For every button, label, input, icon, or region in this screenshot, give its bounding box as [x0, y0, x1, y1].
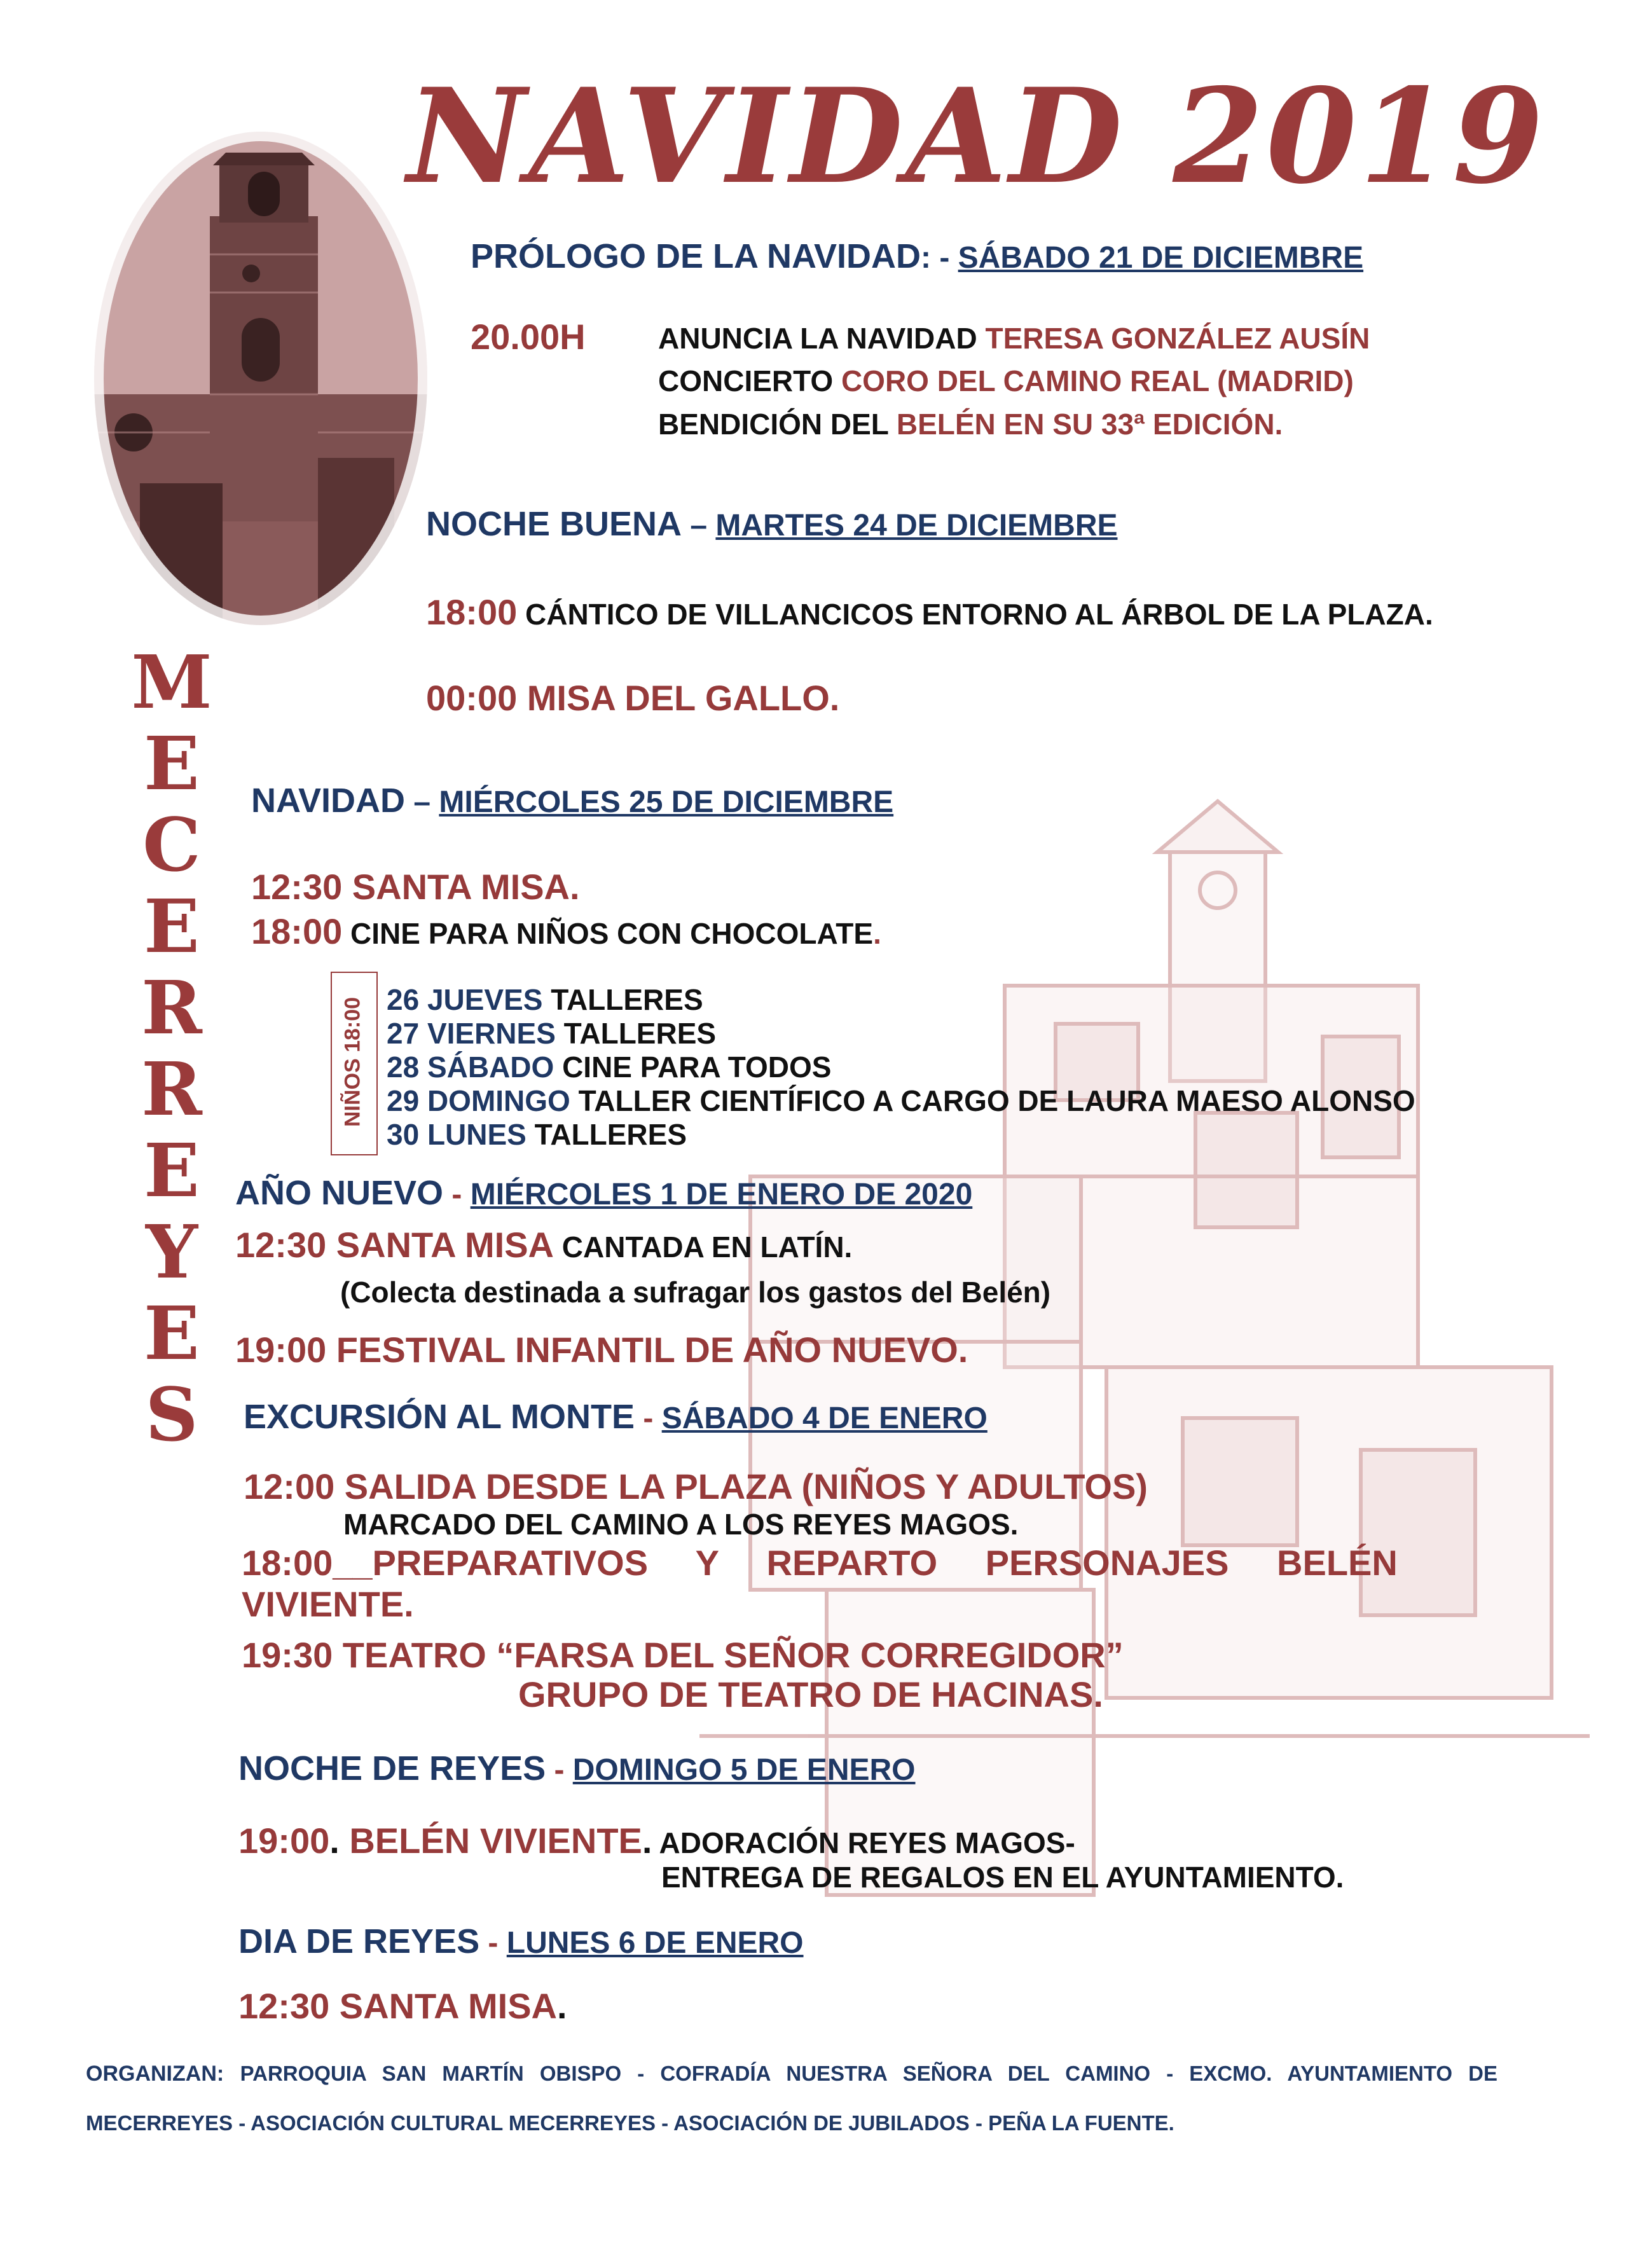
anonuevo-misa [235, 1224, 852, 1265]
ninos-day [387, 1016, 716, 1051]
diareyes-heading-line [238, 1922, 804, 1961]
diareyes-misa-dot: . [557, 1986, 567, 2026]
vertical-letter: E [144, 1128, 200, 1214]
prologo-date: SÁBADO 21 DE DICIEMBRE [958, 241, 1364, 275]
organizers [86, 2049, 1497, 2148]
excursion-heading-line [244, 1397, 988, 1437]
vertical-letter: E [144, 884, 200, 970]
anonuevo-misa-text: CANTADA EN LATÍN. [554, 1230, 853, 1264]
nochereyes-event [238, 1820, 1075, 1861]
ninos-day-date: 28 SÁBADO [387, 1051, 554, 1084]
church-photo [89, 127, 432, 630]
excursion-preparativos-cont: VIVIENTE. [242, 1584, 414, 1624]
diareyes-separator: - [479, 1926, 507, 1960]
navidad-event [251, 911, 881, 952]
diareyes-date: LUNES 6 DE ENERO [506, 1926, 804, 1960]
prologo-line [658, 364, 1354, 398]
navidad-misa: 12:30 SANTA MISA. [251, 867, 580, 907]
ninos-day-date: 30 LUNES [387, 1118, 527, 1151]
prologo-line-text: CONCIERTO [658, 364, 841, 397]
ninos-day [387, 982, 703, 1017]
nochereyes-date: DOMINGO 5 DE ENERO [572, 1753, 916, 1787]
excursion-teatro: 19:30 TEATRO “FARSA DEL SEÑOR CORREGIDOR” [242, 1635, 1124, 1675]
vertical-village-name [124, 642, 219, 1456]
ninos-day-date: 29 DOMINGO [387, 1084, 570, 1117]
excursion-preparativos-line [242, 1542, 1434, 1583]
excursion-preparativos: 18:00__PREPARATIVOS Y REPARTO PERSONAJES BELÉN [242, 1543, 1398, 1583]
prologo-line [658, 407, 1283, 441]
excursion-heading: EXCURSIÓN AL MONTE [244, 1398, 635, 1436]
vertical-letter: R [141, 1047, 202, 1133]
organizers-label: ORGANIZAN: [86, 2062, 240, 2086]
prologo-heading-line [471, 237, 1363, 276]
anonuevo-note: (Colecta destinada a sufragar los gastos del Belén) [340, 1276, 1051, 1309]
prologo-time: 20.00H [471, 317, 586, 357]
nochereyes-time: 19:00 [238, 1821, 330, 1861]
prologo-line-text: BENDICIÓN DEL [658, 408, 897, 441]
nochereyes-regalos: ENTREGA DE REGALOS EN EL AYUNTAMIENTO. [661, 1861, 1344, 1894]
prologo-separator: : - [921, 241, 958, 275]
ninos-day-activity: TALLERES [526, 1118, 687, 1151]
navidad-heading-line [251, 781, 893, 820]
ninos-day [387, 1084, 1415, 1118]
nochereyes-separator: - [546, 1753, 573, 1787]
prologo-heading: PRÓLOGO DE LA NAVIDAD [471, 237, 921, 275]
vertical-letter: S [145, 1372, 198, 1458]
ninos-day-activity: TALLERES [542, 983, 703, 1016]
nochebuena-heading: NOCHE BUENA [426, 505, 682, 543]
navidad-event-text: CINE PARA NIÑOS CON CHOCOLATE [342, 917, 874, 950]
anonuevo-heading-line [235, 1173, 972, 1213]
nochereyes-dot2: . [642, 1821, 652, 1861]
excursion-salida: 12:00 SALIDA DESDE LA PLAZA (NIÑOS Y ADULTOS) [244, 1466, 1148, 1506]
ninos-day-activity: TALLER CIENTÍFICO A CARGO DE LAURA MAESO ALONSO [570, 1084, 1415, 1117]
navidad-date: MIÉRCOLES 25 DE DICIEMBRE [439, 785, 894, 819]
vertical-letter: C [142, 803, 201, 888]
vertical-letter: E [144, 1291, 200, 1377]
navidad-heading: NAVIDAD [251, 782, 405, 820]
vertical-letter: M [131, 640, 212, 726]
excursion-teatro-grupo: GRUPO DE TEATRO DE HACINAS. [518, 1674, 1103, 1714]
nochebuena-separator: – [682, 509, 716, 542]
ninos-day-date: 26 JUEVES [387, 983, 543, 1016]
excursion-date: SÁBADO 4 DE ENERO [661, 1402, 988, 1435]
navidad-event-end: . [873, 917, 881, 950]
nochebuena-heading-line [426, 504, 1118, 544]
prologo-line-highlight: CORO DEL CAMINO REAL (MADRID) [841, 364, 1354, 397]
ninos-day [387, 1050, 832, 1084]
organizers-text: PARROQUIA SAN MARTÍN OBISPO - COFRADÍA NUESTRA SEÑORA DEL CAMINO - EXCMO. AYUNTAMIENTO DE MECERREYES - ASOCIACIÓN CULTURAL MECERREYES - ASOCIACIÓN DE JUBILADOS - PEÑA LA FUENTE. [86, 2062, 1497, 2135]
navidad-time: 18:00 [251, 911, 343, 951]
diareyes-misa [238, 1985, 567, 2027]
ninos-day-date: 27 VIERNES [387, 1017, 556, 1050]
ninos-day-activity: TALLERES [555, 1017, 717, 1050]
nochebuena-event-text: CÁNTICO DE VILLANCICOS ENTORNO AL ÁRBOL DE LA PLAZA. [517, 598, 1433, 631]
anonuevo-date: MIÉRCOLES 1 DE ENERO DE 2020 [470, 1178, 973, 1211]
poster-title: NAVIDAD 2019 [407, 60, 1546, 213]
diareyes-heading: DIA DE REYES [238, 1922, 480, 1960]
nochebuena-misa: 00:00 MISA DEL GALLO. [426, 678, 840, 718]
nochereyes-dot: . [329, 1821, 340, 1861]
vertical-letter: Y [145, 1209, 198, 1295]
anonuevo-misa-time: 12:30 SANTA MISA [235, 1225, 554, 1265]
prologo-line [658, 321, 1370, 355]
prologo-line-text: ANUNCIA LA NAVIDAD [658, 322, 986, 355]
anonuevo-separator: - [443, 1178, 471, 1211]
ninos-label: NIÑOS 18:00 [340, 996, 365, 1127]
excursion-marcado: MARCADO DEL CAMINO A LOS REYES MAGOS. [343, 1508, 1019, 1541]
ninos-day [387, 1117, 687, 1152]
prologo-line-highlight: BELÉN EN SU 33ª EDICIÓN. [896, 408, 1283, 441]
prologo-line-highlight: TERESA GONZÁLEZ AUSÍN [985, 322, 1370, 355]
nochereyes-belen: BELÉN VIVIENTE [339, 1821, 642, 1861]
anonuevo-festival: 19:00 FESTIVAL INFANTIL DE AÑO NUEVO. [235, 1330, 968, 1370]
anonuevo-heading: AÑO NUEVO [235, 1174, 444, 1212]
nochereyes-heading-line [238, 1749, 916, 1788]
vertical-letter: E [144, 721, 200, 807]
nochereyes-adoracion: ADORACIÓN REYES MAGOS- [652, 1826, 1075, 1859]
nochebuena-event [426, 591, 1433, 633]
diareyes-misa-text: 12:30 SANTA MISA [238, 1986, 557, 2026]
ninos-day-activity: CINE PARA TODOS [554, 1051, 832, 1084]
nochebuena-time: 18:00 [426, 592, 518, 632]
vertical-letter: R [141, 965, 202, 1051]
navidad-separator: – [405, 785, 439, 819]
nochebuena-date: MARTES 24 DE DICIEMBRE [715, 509, 1118, 542]
nochereyes-heading: NOCHE DE REYES [238, 1749, 546, 1788]
excursion-separator: - [635, 1402, 662, 1435]
